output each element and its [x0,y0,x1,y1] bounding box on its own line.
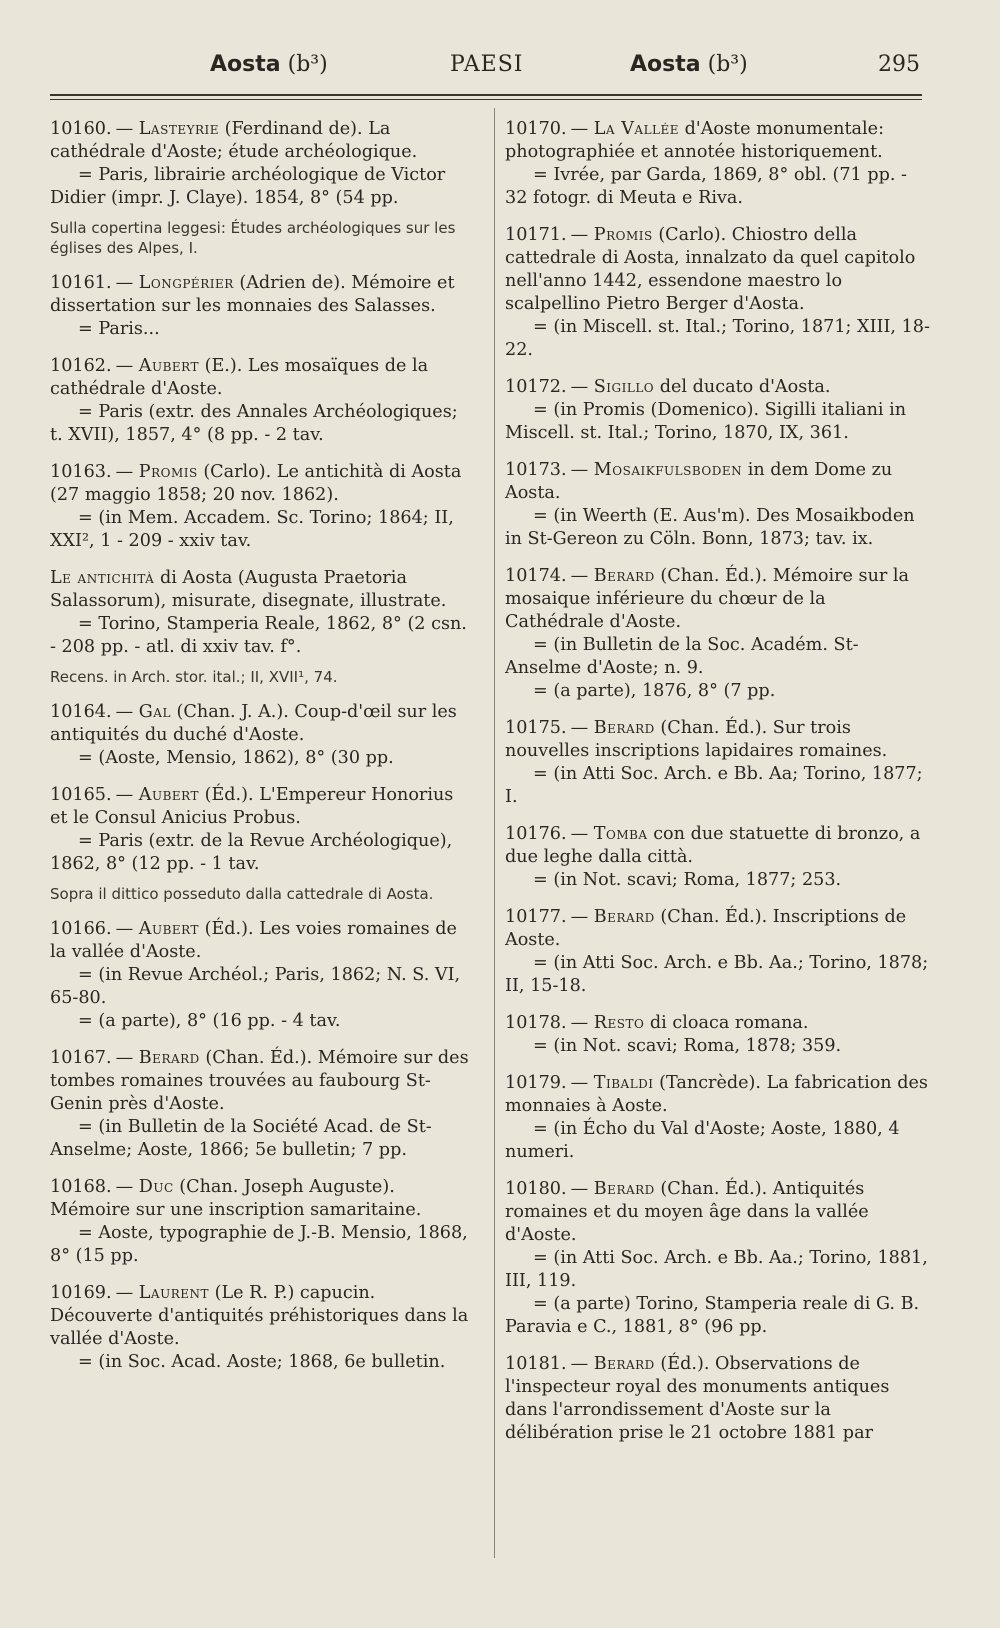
entry-dash: — [570,460,594,480]
entry-number: 10162. [50,356,112,376]
entry-heading [50,1176,475,1222]
entry-author: Tomba [593,824,648,844]
entry-author: Le antichità [50,568,155,588]
entry-heading [505,1178,930,1247]
entry-number: 10174. [505,566,567,586]
entry-heading [50,1047,475,1116]
entry-dash: — [570,225,594,245]
entry-title: (Chan. Éd.). Sur trois nouvelles inscriptions lapidaires romaines. [505,718,888,761]
entry-author: Promis [593,225,653,245]
bibliography-entry [50,118,475,210]
entry-number: 10180. [505,1179,567,1199]
bibliography-entry [505,1072,930,1164]
entry-author: Aubert [138,356,199,376]
entry-title: (Le R. P.) capucin. Découverte d'antiquités préhistoriques dans la vallée d'Aoste. [50,1283,469,1349]
entry-publication: = (a parte) Torino, Stamperia reale di G. B. Paravia e C., 1881, 8° (96 pp. [505,1294,920,1337]
entry-author: Sigillo [593,377,655,397]
header-right [630,52,748,77]
entry-title: di cloaca romana. [649,1013,809,1033]
entry-dash: — [570,718,594,738]
entry-number: 10178. [505,1013,567,1033]
entry-title: (Carlo). Chiostro della cattedrale di Aosta, innalzato da quel capitolo nell'anno 1442, essendone maestro lo scalpellino Pietro Berger d'Aosta. [505,225,916,314]
entry-heading [50,784,475,830]
entry-title: (Adrien de). Mémoire et dissertation sur les monnaies des Salasses. [50,273,455,316]
entry-title: di Aosta (Augusta Praetoria Salassorum), misurate, disegnate, illustrate. [50,568,447,611]
entry-dash: — [570,907,594,927]
entry-publication: = (in Not. scavi; Roma, 1878; 359. [533,1036,842,1056]
entry-number: 10161. [50,273,112,293]
running-header [50,44,920,84]
entry-title: (E.). Les mosaïques de la cathédrale d'Aoste. [50,356,429,399]
entry-author: La Vallée [593,119,680,139]
entry-dash: — [115,1048,139,1068]
header-left [210,52,328,77]
entry-heading [50,918,475,964]
entry-publication: = (in Bulletin de la Soc. Académ. St-Anselme d'Aoste; n. 9. [505,635,859,678]
entry-heading [505,376,930,399]
entry-author: Gal [138,702,171,722]
entry-dash: — [115,785,139,805]
entry-heading [505,1072,930,1118]
entry-publication: = (in Promis (Domenico). Sigilli italiani in Miscell. st. Ital.; Torino, 1870, IX, 361. [505,400,907,443]
bibliography-entry [505,1353,930,1445]
entry-heading [505,118,930,164]
entry-publication: = Ivrée, par Garda, 1869, 8° obl. (71 pp. - 32 fotogr. di Meuta e Riva. [505,165,907,208]
bibliography-entry [505,717,930,809]
entry-publication: = (Aoste, Mensio, 1862), 8° (30 pp. [78,748,394,768]
header-section: PAESI [450,52,524,77]
entry-author: Berard [593,718,655,738]
entry-dash: — [570,377,594,397]
entry-dash: — [570,824,594,844]
entry-title: (Chan. Éd.). Inscriptions de Aoste. [505,907,907,950]
entry-dash: — [115,462,139,482]
bibliography-entry [50,355,475,447]
entry-dash: — [115,119,139,139]
entry-number: 10176. [505,824,567,844]
entry-heading [505,565,930,634]
bibliography-entry [50,1047,475,1162]
entry-dash: — [115,273,139,293]
entry-title: d'Aoste monumentale: photographiée et annotée historiquement. [505,119,885,162]
bibliography-entry [50,1176,475,1268]
entry-dash: — [570,1073,594,1093]
entry-publication: = Paris... [78,319,160,339]
entry-publication: = Paris, librairie archéologique de Victor Didier (impr. J. Claye). 1854, 8° (54 pp. [50,165,446,208]
entry-title: (Chan. J. A.). Coup-d'œil sur les antiquités du duché d'Aoste. [50,702,457,745]
header-rule-thick [50,94,922,96]
entry-title: (Chan. Éd.). Mémoire sur des tombes romaines trouvées au faubourg St-Genin près d'Aoste. [50,1048,469,1114]
entry-heading [50,701,475,747]
entry-heading [505,224,930,316]
entry-author: Berard [593,1354,655,1374]
entry-publication: = (in Revue Archéol.; Paris, 1862; N. S. VI, 65-80. [50,965,461,1008]
bibliography-entry [505,1178,930,1339]
entry-number: 10165. [50,785,112,805]
entry-dash: — [115,919,139,939]
entry-author: Aubert [138,919,199,939]
entry-title: con due statuette di bronzo, a due leghe dalla città. [505,824,921,867]
entry-publication: = Torino, Stamperia Reale, 1862, 8° (2 csn. - 208 pp. - atl. di xxiv tav. f°. [50,614,467,657]
entry-author: Tibaldi [593,1073,654,1093]
bibliography-entry [50,701,475,770]
entry-publication: = (in Bulletin de la Société Acad. de St-Anselme; Aoste, 1866; 5e bulletin; 7 pp. [50,1117,432,1160]
bibliography-entry [505,459,930,551]
entry-publication: = (in Mem. Accadem. Sc. Torino; 1864; II, XXI², 1 - 209 - xxiv tav. [50,508,454,551]
entry-heading [50,567,475,613]
bibliography-entry [505,823,930,892]
entry-dash: — [570,1354,594,1374]
entry-heading [505,906,930,952]
entry-author: Longpérier [138,273,234,293]
entry-number: 10177. [505,907,567,927]
entry-title: del ducato d'Aosta. [659,377,831,397]
entry-heading [50,272,475,318]
entry-number: 10164. [50,702,112,722]
bibliography-entry [50,784,475,876]
bibliography-entry [50,461,475,553]
entry-note: Recens. in Arch. stor. ital.; II, XVII¹, 74. [50,668,338,686]
bibliography-entry [50,272,475,341]
entry-heading [50,355,475,401]
entry-publication: = Paris (extr. de la Revue Archéologique), 1862, 8° (12 pp. - 1 tav. [50,831,453,874]
entry-title: (Tancrède). La fabrication des monnaies à Aoste. [505,1073,928,1116]
entry-title: (Chan. Éd.). Antiquités romaines et du moyen âge dans la vallée d'Aoste. [505,1179,869,1245]
bibliography-entry [505,376,930,445]
entry-number: 10160. [50,119,112,139]
entry-dash: — [570,119,594,139]
entry-publication: = (in Écho du Val d'Aoste; Aoste, 1880, 4 numeri. [505,1119,900,1162]
column-divider [494,108,495,1558]
page-number: 295 [878,52,920,77]
header-rule-thin [50,99,922,100]
entry-title: in dem Dome zu Aosta. [505,460,893,503]
entry-title: (Éd.). Observations de l'inspecteur royal des monuments antiques dans l'arrondissement d'Aoste sur la délibération prise le 21 octobre 1881 par [505,1354,890,1443]
entry-publication: = (in Soc. Acad. Aoste; 1868, 6e bulletin. [78,1352,446,1372]
entry-heading [50,1282,475,1351]
entry-author: Lasteyrie [138,119,220,139]
entry-heading [50,118,475,164]
header-right-place: Aosta [630,52,701,77]
entry-number: 10169. [50,1283,112,1303]
entry-publication: = Paris (extr. des Annales Archéologiques; t. XVII), 1857, 4° (8 pp. - 2 tav. [50,402,458,445]
entry-dash: — [115,702,139,722]
left-column [50,118,475,1388]
entry-author: Berard [593,1179,655,1199]
entry-author: Resto [593,1013,645,1033]
entry-author: Laurent [138,1283,210,1303]
entry-author: Mosaikfulsboden [593,460,743,480]
bibliography-entry [50,1282,475,1374]
entry-publication: = Aoste, typographie de J.-B. Mensio, 1868, 8° (15 pp. [50,1223,468,1266]
entry-title: (Éd.). L'Empereur Honorius et le Consul Anicius Probus. [50,785,454,828]
entry-publication: = (in Atti Soc. Arch. e Bb. Aa.; Torino, 1878; II, 15-18. [505,953,929,996]
entry-author: Berard [593,907,655,927]
entry-publication: = (in Atti Soc. Arch. e Bb. Aa.; Torino, 1881, III, 119. [505,1248,928,1291]
entry-publication: = (in Miscell. st. Ital.; Torino, 1871; XIII, 18-22. [505,317,930,360]
entry-dash: — [115,356,139,376]
entry-number: 10168. [50,1177,112,1197]
entry-title: (Chan. Joseph Auguste). Mémoire sur une inscription samaritaine. [50,1177,422,1220]
bibliography-entry [505,565,930,703]
entry-number: 10170. [505,119,567,139]
bibliography-entry [505,1012,930,1058]
header-left-suffix: (b³) [287,52,328,77]
entry-publication: = (in Atti Soc. Arch. e Bb. Aa; Torino, 1877; I. [505,764,923,807]
bibliography-entry [50,567,475,659]
entry-note: Sopra il dittico posseduto dalla cattedrale di Aosta. [50,885,434,903]
entry-title: (Éd.). Les voies romaines de la vallée d'Aoste. [50,919,457,962]
entry-heading [50,461,475,507]
entry-number: 10172. [505,377,567,397]
entry-publication: = (a parte), 8° (16 pp. - 4 tav. [78,1011,341,1031]
entry-author: Duc [138,1177,174,1197]
entry-dash: — [570,1013,594,1033]
entry-dash: — [570,1179,594,1199]
header-left-place: Aosta [210,52,281,77]
entry-heading [505,1012,930,1035]
entry-number: 10163. [50,462,112,482]
bibliography-entry [505,906,930,998]
entry-heading [505,823,930,869]
entry-dash: — [115,1283,139,1303]
bibliography-entry [505,224,930,362]
header-right-suffix: (b³) [707,52,748,77]
entry-dash: — [570,566,594,586]
entry-number: 10179. [505,1073,567,1093]
entry-heading [505,717,930,763]
entry-number: 10181. [505,1354,567,1374]
entry-heading [505,459,930,505]
entry-number: 10171. [505,225,567,245]
bibliography-entry [50,918,475,1033]
entry-heading [505,1353,930,1445]
entry-author: Berard [138,1048,200,1068]
entry-note: Sulla copertina leggesi: Études archéologiques sur les églises des Alpes, I. [50,219,456,257]
entry-title: (Carlo). Le antichità di Aosta (27 maggio 1858; 20 nov. 1862). [50,462,462,505]
entry-title: (Chan. Éd.). Mémoire sur la mosaique inférieure du chœur de la Cathédrale d'Aoste. [505,566,910,632]
entry-dash: — [115,1177,139,1197]
entry-author: Promis [138,462,198,482]
entry-number: 10175. [505,718,567,738]
right-column [505,118,930,1459]
entry-number: 10167. [50,1048,112,1068]
entry-number: 10173. [505,460,567,480]
entry-publication: = (a parte), 1876, 8° (7 pp. [533,681,776,701]
entry-author: Aubert [138,785,199,805]
entry-author: Berard [593,566,655,586]
entry-title: (Ferdinand de). La cathédrale d'Aoste; étude archéologique. [50,119,418,162]
entry-publication: = (in Not. scavi; Roma, 1877; 253. [533,870,842,890]
bibliography-entry [505,118,930,210]
entry-publication: = (in Weerth (E. Aus'm). Des Mosaikboden in St-Gereon zu Cöln. Bonn, 1873; tav. ix. [505,506,915,549]
entry-number: 10166. [50,919,112,939]
